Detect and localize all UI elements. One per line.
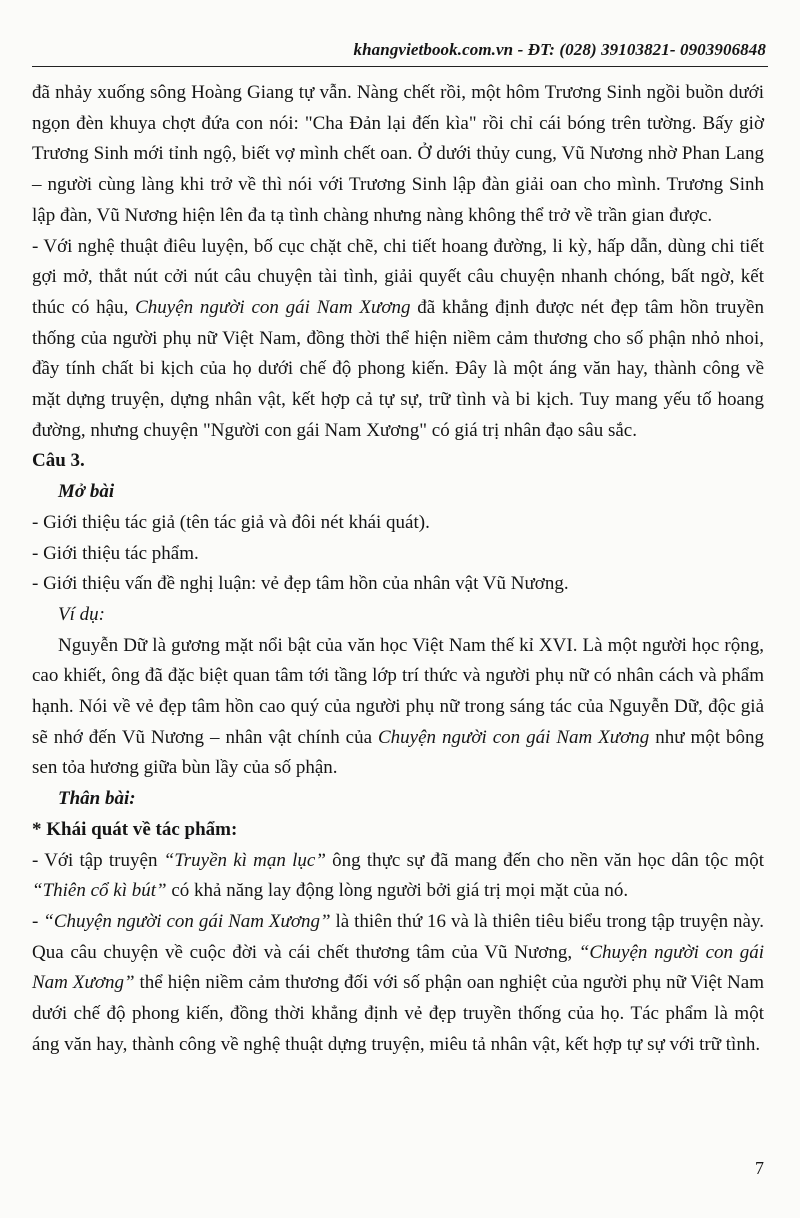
example-label: Ví dụ:: [58, 603, 105, 625]
section-heading-cau-3: Câu 3.: [32, 450, 85, 472]
work-title: Chuyện người con gái Nam Xương: [377, 726, 650, 748]
header-divider: [32, 66, 768, 67]
page-number: 7: [755, 1158, 764, 1178]
list-item: - Giới thiệu tác giả (tên tác giả và đôi nét khái quát).: [32, 511, 430, 533]
text-run: như một bông sen tỏa hương giữa bùn lầy của số phận.: [32, 726, 764, 779]
text-run: là thiên thứ 16 và là thiên tiêu biểu trong tập truyện này. Qua câu chuyện về cuộc đời và cái chết thương tâm của Vũ Nương,: [32, 910, 765, 963]
list-item: - Giới thiệu tác phẩm.: [32, 542, 199, 564]
text-run: thể hiện niềm cảm thương đối với số phận oan nghiệt của người phụ nữ Việt Nam dưới chế độ phong kiến, đồng thời khẳng định vẻ đẹp truyền thống của họ. Tác phẩm là một áng văn hay, thành công về nghệ thuật dựng truyện, miêu tả nhân vật, kết hợp tự sự với trữ tình.: [32, 972, 764, 1055]
text-run: Nguyễn Dữ là gương mặt nổi bật của văn học Việt Nam thế kỉ XVI. Là một người học rộng, cao khiết, ông đã đặc biệt quan tâm tới tầng lớp trí thức và người phụ nữ có nhân cách và phẩm hạnh. Nói về vẻ đẹp tâm hồn cao quý của người phụ nữ trong sáng tác của Nguyễn Dữ, độc giả sẽ nhớ đến Vũ Nương – nhân vật chính của: [32, 634, 764, 748]
subheading-mo-bai: Mở bài: [58, 481, 115, 503]
paragraph-example: [32, 631, 764, 785]
text-run: - Với tập truyện: [32, 849, 164, 871]
page-body: [32, 78, 764, 1061]
paragraph-overview-2: [32, 907, 764, 1061]
text-run: - Với nghệ thuật điêu luyện, bố cục chặt chẽ, chi tiết hoang đường, li kỳ, hấp dẫn, dùng chi tiết gợi mở, thắt nút cởi nút câu chuyện tài tình, giải quyết câu chuyện nhanh chóng, bất ngờ, kết thúc có hậu,: [32, 235, 764, 318]
text-run: có khả năng lay động lòng người bởi giá trị mọi mặt của nó.: [166, 880, 629, 902]
work-title: Chuyện người con gái Nam Xương: [135, 296, 411, 318]
work-title: “Thiên cổ kì bút”: [32, 880, 167, 902]
paragraph-story-summary: đã nhảy xuống sông Hoàng Giang tự vẫn. Nàng chết rồi, một hôm Trương Sinh ngồi buồn dưới ngọn đèn khuya chợt đứa con nói: "Cha Đản lại đến kìa" rồi chỉ cái bóng trên tường. Bấy giờ Trương Sinh mới tỉnh ngộ, biết vợ mình chết oan. Ở dưới thủy cung, Vũ Nương nhờ Phan Lang – người cùng làng khi trở về thì nói với Trương Sinh lập đàn giải oan cho mình. Trương Sinh lập đàn, Vũ Nương hiện lên đa tạ tình chàng nhưng nàng không thể trở về trần gian được.: [32, 82, 764, 226]
work-title: “Chuyện người con gái Nam Xương”: [32, 941, 764, 994]
subheading-than-bai: Thân bài:: [58, 788, 136, 810]
section-heading-khai-quat: * Khái quát về tác phẩm:: [32, 818, 238, 840]
list-item: - Giới thiệu vấn đề nghị luận: vẻ đẹp tâm hồn của nhân vật Vũ Nương.: [32, 573, 569, 595]
page-header: khangvietbook.com.vn - ĐT: (028) 39103821- 0903906848: [353, 40, 766, 59]
paragraph-overview-1: [32, 846, 764, 907]
paragraph-conclusion: [32, 232, 764, 447]
text-run: -: [32, 910, 44, 932]
text-run: ông thực sự đã mang đến cho nền văn học dân tộc một: [325, 849, 764, 871]
work-title: “Chuyện người con gái Nam Xương”: [43, 910, 331, 932]
text-run: đã khẳng định được nét đẹp tâm hồn truyền thống của người phụ nữ Việt Nam, đồng thời thể hiện niềm cảm thương cho số phận nhỏ nhoi, đầy tính chất bi kịch của họ dưới chế độ phong kiến. Đây là một áng văn hay, thành công về mặt dựng truyện, dựng nhân vật, kết hợp cả tự sự, trữ tình và bi kịch. Tuy mang yếu tố hoang đường, nhưng chuyện "Người con gái Nam Xương" có giá trị nhân đạo sâu sắc.: [32, 296, 764, 441]
work-title: “Truyền kì mạn lục”: [163, 849, 326, 871]
